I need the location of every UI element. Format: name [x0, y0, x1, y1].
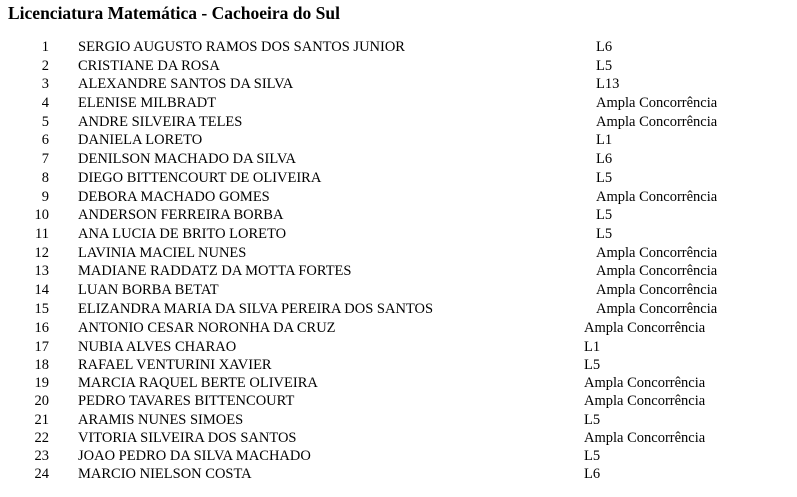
list-item [0, 465, 797, 483]
candidate-name: ALEXANDRE SANTOS DA SILVA [78, 76, 294, 93]
list-item [0, 131, 797, 150]
quota-category: Ampla Concorrência [596, 281, 718, 298]
quota-category: L5 [584, 356, 601, 373]
row-number: 16 [34, 320, 49, 337]
candidate-name: DANIELA LORETO [78, 132, 203, 149]
row-number: 7 [41, 151, 49, 168]
list-item [0, 262, 797, 281]
quota-category: Ampla Concorrência [584, 375, 706, 392]
list-item [0, 113, 797, 132]
candidate-name: MADIANE RADDATZ DA MOTTA FORTES [78, 263, 352, 280]
quota-category: Ampla Concorrência [596, 300, 718, 317]
list-item [0, 281, 797, 300]
list-item [0, 374, 797, 392]
row-number: 17 [34, 338, 49, 355]
row-number: 21 [34, 411, 49, 428]
quota-category: L6 [584, 466, 601, 483]
list-item [0, 338, 797, 356]
list-item [0, 300, 797, 319]
candidate-name: DIEGO BITTENCOURT DE OLIVEIRA [78, 169, 322, 186]
list-item [0, 411, 797, 429]
row-number: 5 [41, 113, 49, 130]
quota-category: L13 [596, 76, 620, 93]
list-item [0, 392, 797, 410]
candidate-name: ELENISE MILBRADT [78, 95, 217, 112]
row-number: 6 [41, 132, 49, 149]
candidate-name: MARCIA RAQUEL BERTE OLIVEIRA [78, 375, 318, 392]
candidate-name: ANDERSON FERREIRA BORBA [78, 207, 284, 224]
row-number: 18 [34, 356, 49, 373]
quota-category: Ampla Concorrência [584, 429, 706, 446]
row-number: 9 [41, 188, 49, 205]
candidate-name: MARCIO NIELSON COSTA [78, 466, 252, 483]
list-item [0, 429, 797, 447]
list-item [0, 356, 797, 374]
candidate-name: NUBIA ALVES CHARAO [78, 338, 237, 355]
quota-category: L1 [596, 132, 613, 149]
quota-category: L5 [596, 225, 613, 242]
row-number: 19 [34, 375, 49, 392]
list-item [0, 38, 797, 57]
candidate-name: DEBORA MACHADO GOMES [78, 188, 270, 205]
row-number: 12 [34, 244, 49, 261]
candidate-name: ANA LUCIA DE BRITO LORETO [78, 225, 287, 242]
candidate-name: SERGIO AUGUSTO RAMOS DOS SANTOS JUNIOR [78, 39, 405, 55]
list-item [0, 94, 797, 113]
list-item [0, 188, 797, 207]
list-item [0, 244, 797, 263]
quota-category: L6 [596, 151, 613, 168]
quota-category: L5 [596, 169, 613, 186]
candidate-name: RAFAEL VENTURINI XAVIER [78, 356, 272, 373]
quota-category: L5 [596, 207, 613, 224]
list-item [0, 150, 797, 169]
row-number: 24 [34, 466, 49, 483]
quota-category: Ampla Concorrência [596, 95, 718, 112]
candidate-name: ARAMIS NUNES SIMOES [78, 411, 244, 428]
page-title: Licenciatura Matemática - Cachoeira do Sul [8, 3, 340, 23]
row-number: 2 [41, 57, 49, 74]
candidate-list [0, 38, 797, 484]
candidate-name: JOAO PEDRO DA SILVA MACHADO [78, 448, 311, 465]
quota-category: L6 [596, 39, 613, 55]
quota-category: L5 [596, 57, 613, 74]
quota-category: Ampla Concorrência [596, 244, 718, 261]
candidate-name: CRISTIANE DA ROSA [78, 57, 220, 74]
candidate-name: VITORIA SILVEIRA DOS SANTOS [78, 429, 297, 446]
row-number: 13 [34, 263, 49, 280]
candidate-name: DENILSON MACHADO DA SILVA [78, 151, 296, 168]
quota-category: Ampla Concorrência [596, 263, 718, 280]
row-number: 1 [41, 39, 49, 55]
candidate-name: ANDRE SILVEIRA TELES [78, 113, 243, 130]
candidate-name: ANTONIO CESAR NORONHA DA CRUZ [78, 320, 336, 337]
list-item [0, 319, 797, 337]
quota-category: Ampla Concorrência [584, 393, 706, 410]
quota-category: Ampla Concorrência [596, 188, 718, 205]
row-number: 10 [34, 207, 49, 224]
quota-category: L5 [584, 448, 601, 465]
row-number: 14 [34, 281, 49, 298]
list-item [0, 57, 797, 76]
row-number: 23 [34, 448, 49, 465]
quota-category: Ampla Concorrência [596, 113, 718, 130]
list-item [0, 225, 797, 244]
candidate-name: PEDRO TAVARES BITTENCOURT [78, 393, 295, 410]
row-number: 4 [41, 95, 49, 112]
quota-category: L5 [584, 411, 601, 428]
row-number: 15 [34, 300, 49, 317]
row-number: 22 [34, 429, 49, 446]
list-item [0, 447, 797, 465]
candidate-name: LAVINIA MACIEL NUNES [78, 244, 247, 261]
quota-category: L1 [584, 338, 601, 355]
row-number: 20 [34, 393, 49, 410]
candidate-name: ELIZANDRA MARIA DA SILVA PEREIRA DOS SANTOS [78, 300, 434, 317]
candidate-name: LUAN BORBA BETAT [78, 281, 219, 298]
list-item [0, 206, 797, 225]
row-number: 11 [35, 225, 49, 242]
quota-category: Ampla Concorrência [584, 320, 706, 337]
row-number: 3 [41, 76, 49, 93]
list-item [0, 75, 797, 94]
list-item [0, 169, 797, 188]
row-number: 8 [41, 169, 49, 186]
